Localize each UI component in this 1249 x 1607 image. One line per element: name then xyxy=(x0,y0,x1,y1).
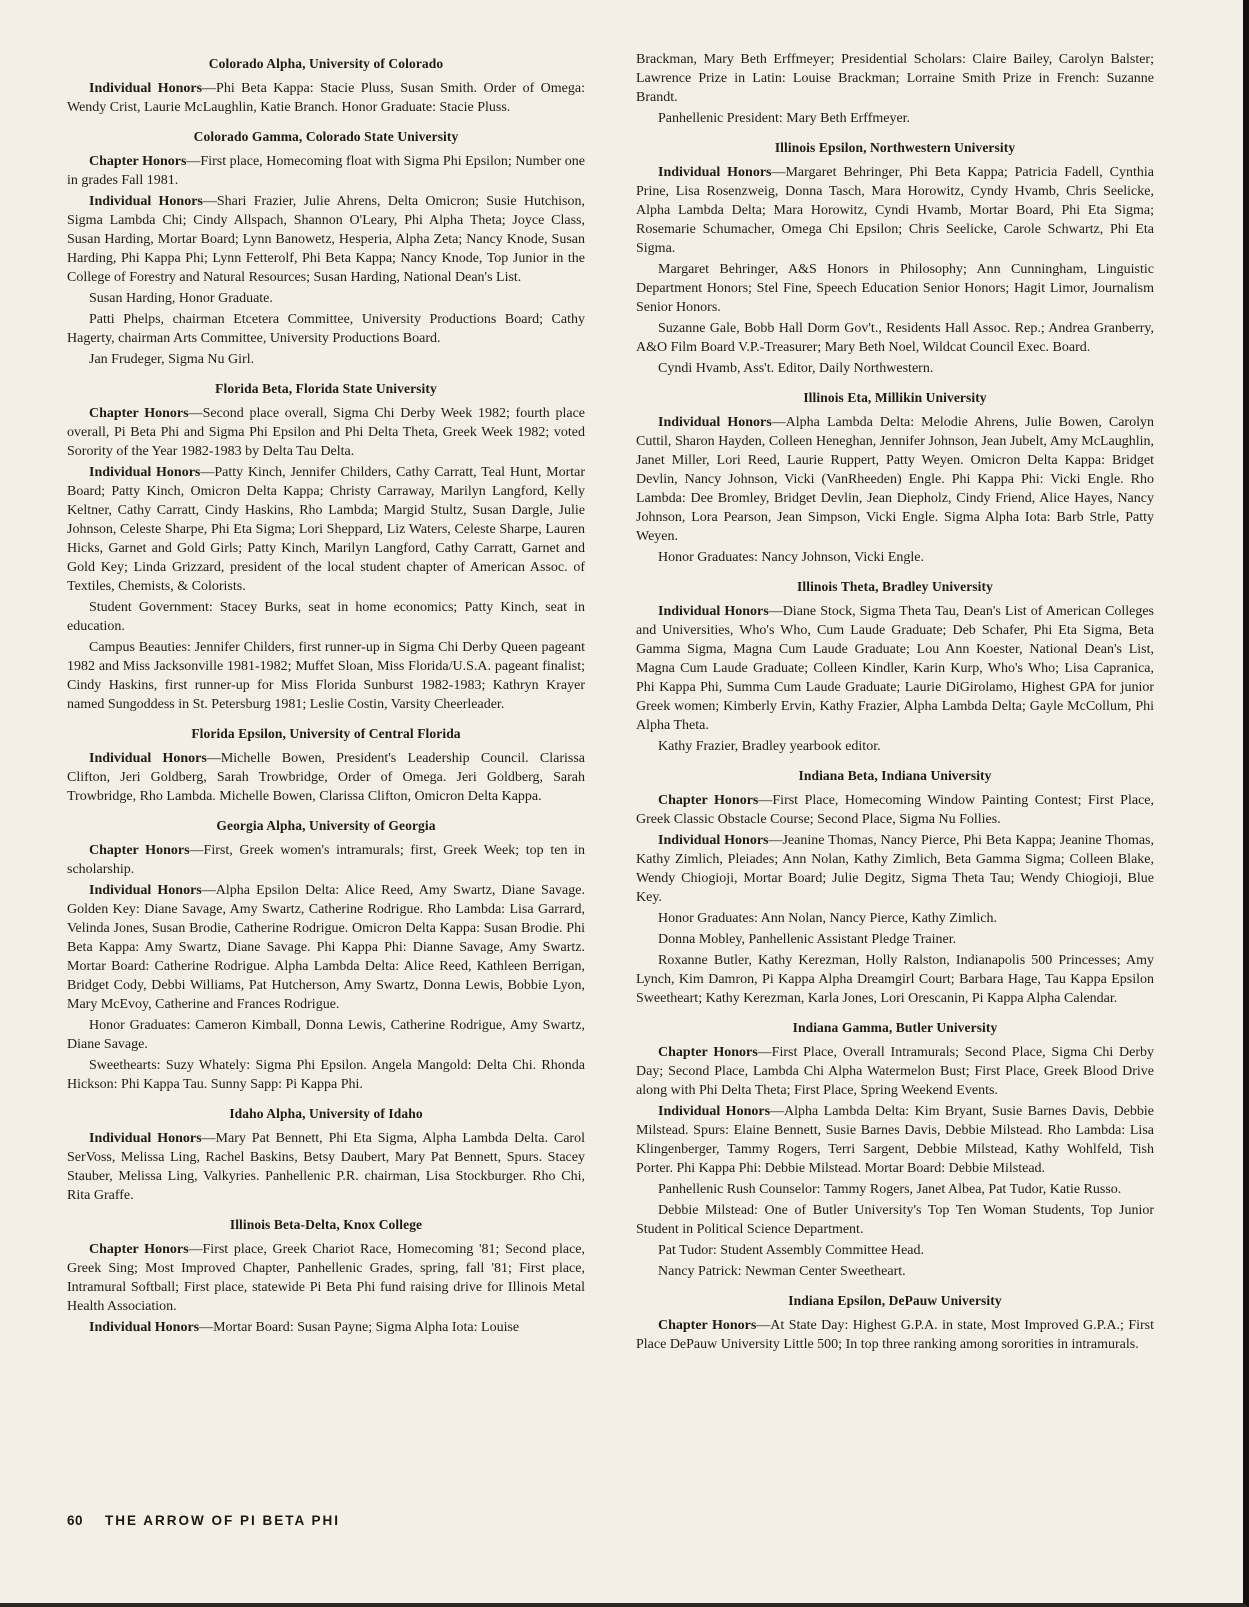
honors-label: Individual Honors xyxy=(658,165,772,180)
chapter-heading: Illinois Eta, Millikin University xyxy=(803,390,987,405)
honors-label: Chapter Honors xyxy=(89,406,189,421)
chapter-heading: Indiana Beta, Indiana University xyxy=(798,768,992,783)
honors-paragraph xyxy=(67,310,585,348)
honors-paragraph xyxy=(636,260,1154,317)
honors-paragraph xyxy=(636,413,1154,546)
chapter-heading: Illinois Epsilon, Northwestern University xyxy=(774,140,1016,155)
chapter-section-idaho-alpha xyxy=(67,1106,585,1205)
chapter-section-colorado-gamma xyxy=(67,129,585,369)
chapter-heading: Indiana Epsilon, DePauw University xyxy=(788,1293,1002,1308)
honors-text: —First place, Homecoming float with Sigma Phi Epsilon; Number one in grades Fall 1981. xyxy=(67,154,585,188)
honors-label: Chapter Honors xyxy=(89,1242,189,1257)
honors-paragraph xyxy=(636,930,1154,949)
honors-paragraph xyxy=(636,1102,1154,1178)
honors-paragraph xyxy=(636,548,1154,567)
honors-paragraph xyxy=(67,192,585,287)
honors-paragraph xyxy=(67,1318,585,1337)
honors-paragraph xyxy=(636,1180,1154,1199)
honors-paragraph xyxy=(67,350,585,369)
honors-text: —First place, Greek Chariot Race, Homecoming '81; Second place, Greek Sing; Most Improved Chapter, Panhellenic Grades, spring, fall '81; First place, Intramural Softball; First place, statewide Pi Beta Phi fund raising drive for Illinois Metal Health Association. xyxy=(67,1242,585,1314)
honors-text: —Second place overall, Sigma Chi Derby Week 1982; fourth place overall, Pi Beta Phi and Sigma Phi Epsilon and Phi Delta Theta, Greek Week 1982; voted Sorority of the Year 1982-1983 by Delta Tau Delta. xyxy=(67,406,586,459)
honors-label: Chapter Honors xyxy=(658,793,759,808)
chapter-heading: Georgia Alpha, University of Georgia xyxy=(216,818,436,833)
honors-text: —Patty Kinch, Jennifer Childers, Cathy Carratt, Teal Hunt, Mortar Board; Patty Kinch, Omicron Delta Kappa; Christy Carraway, Marilyn Langford, Kelly Keltner, Cathy Carratt, Cindy Haskins, Rho Lambda; Margid Stultz, Susan Dargle, Julie Johnson, Celeste Sharpe, Phi Eta Sigma; Lori Sheppard, Liz Waters, Celeste Sharpe, Lauren Hicks, Garnet and Gold Girls; Patty Kinch, Marilyn Langford, Cathy Carratt, Garnet and Gold Key; Linda Grizzard, president of the local student chapter of American Assoc. of Textiles, Chemists, & Colorists. xyxy=(67,465,585,594)
honors-label: Individual Honors xyxy=(658,833,769,848)
publication-title: THE ARROW OF PI BETA PHI xyxy=(105,1513,341,1528)
honors-text: —Alpha Lambda Delta: Kim Bryant, Susie Barnes Davis, Debbie Milstead. Spurs: Elaine Bennett, Susie Barnes Davis, Debbie Milstead. Rho Lambda: Lisa Klingenberger, Tammy Rogers, Terri Sargent, Debbie Milstead, Kathy Wohlfeld, Tish Porter. Phi Kappa Phi: Debbie Milstead. Mortar Board: Debbie Milstead. xyxy=(636,1104,1154,1176)
honors-paragraph xyxy=(636,1201,1154,1239)
honors-text: —Diane Stock, Sigma Theta Tau, Dean's List of American Colleges and Universities, Who's Who, Cum Laude Graduate; Deb Schafer, Phi Eta Sigma, Beta Gamma Sigma, Magna Cum Laude Graduate; Lou Ann Koester, National Dean's List, Magna Cum Laude Graduate; Colleen Kindler, Karin Kurp, Who's Who; Lisa Capranica, Phi Kappa Phi, Summa Cum Laude Graduate; Laurie DiGirolamo, Highest GPA for junior Greek women; Kimberly Ervin, Kathy Frazier, Alpha Lambda Delta; Gayle McCollum, Phi Alpha Theta. xyxy=(636,604,1154,733)
honors-paragraph xyxy=(67,1240,585,1316)
honors-text: Debbie Milstead: One of Butler University's Top Ten Woman Students, Top Junior Student in Political Science Department. xyxy=(636,1203,1154,1237)
honors-paragraph xyxy=(67,404,585,461)
honors-text: Susan Harding, Honor Graduate. xyxy=(89,291,273,306)
honors-text: Kathy Frazier, Bradley yearbook editor. xyxy=(658,739,881,754)
honors-paragraph xyxy=(67,841,585,879)
honors-text: Donna Mobley, Panhellenic Assistant Pledge Trainer. xyxy=(658,932,957,947)
honors-text: Honor Graduates: Nancy Johnson, Vicki Engle. xyxy=(658,550,925,565)
honors-text: —Alpha Epsilon Delta: Alice Reed, Amy Swartz, Diane Savage. Golden Key: Diane Savage, Amy Swartz, Catherine Rodrigue. Rho Lambda: Lisa Garrard, Velinda Jones, Susan Brodie, Catherine Rodrigue. Omicron Delta Kappa: Susan Brodie. Phi Beta Kappa: Amy Swartz, Diane Savage. Phi Kappa Phi: Dianne Savage, Amy Swartz. Mortar Board: Catherine Rodrigue. Alpha Lambda Delta: Alice Reed, Kathleen Berrigan, Bridget Cody, Debbi Williams, Pat Hutcherson, Amy Swartz, Donna Lewis, Bobbie Lyon, Mary McEvoy, Catherine and Frances Rodrigue. xyxy=(67,883,585,1012)
chapter-section-indiana-gamma xyxy=(636,1020,1154,1281)
chapter-section-indiana-epsilon xyxy=(636,1293,1154,1354)
honors-text: Brackman, Mary Beth Erffmeyer; Presidential Scholars: Claire Bailey, Carolyn Balster; Lawrence Prize in Latin: Louise Brackman; Lorraine Smith Prize in French: Suzanne Brandt. xyxy=(636,52,1154,105)
chapter-section-florida-epsilon xyxy=(67,726,585,806)
chapter-heading: Illinois Theta, Bradley University xyxy=(797,579,993,594)
honors-paragraph xyxy=(636,1043,1154,1100)
left-column xyxy=(67,50,585,1343)
honors-text: —Shari Frazier, Julie Ahrens, Delta Omicron; Susie Hutchison, Sigma Lambda Chi; Cindy Allspach, Shannon O'Leary, Phi Alpha Theta; Joyce Class, Susan Harding, Mortar Board; Lynn Banowetz, Hesperia, Alpha Zeta; Nancy Knode, Susan Harding, Phi Kappa Phi; Lynn Fetterolf, Phi Beta Kappa; Nancy Knode, Top Junior in the College of Forestry and Natural Resources; Susan Harding, National Dean's List. xyxy=(67,194,585,285)
chapter-section-illinois-theta xyxy=(636,579,1154,756)
honors-text: Cyndi Hvamb, Ass't. Editor, Daily Northwestern. xyxy=(658,361,934,376)
honors-text: Panhellenic Rush Counselor: Tammy Rogers, Janet Albea, Pat Tudor, Katie Russo. xyxy=(658,1182,1122,1197)
honors-text: Pat Tudor: Student Assembly Committee Head. xyxy=(658,1243,925,1258)
chapter-section-illinois-eta xyxy=(636,390,1154,567)
honors-paragraph xyxy=(67,79,585,117)
honors-paragraph xyxy=(636,163,1154,258)
honors-text: Nancy Patrick: Newman Center Sweetheart. xyxy=(658,1264,906,1279)
chapter-heading: Florida Epsilon, University of Central Florida xyxy=(191,726,461,741)
honors-text: —First Place, Homecoming Window Painting Contest; First Place, Greek Classic Obstacle Course; Second Place, Sigma Nu Follies. xyxy=(636,793,1154,827)
honors-paragraph xyxy=(67,749,585,806)
honors-text: —Margaret Behringer, Phi Beta Kappa; Patricia Fadell, Cynthia Prine, Lisa Rosenzweig, Donna Tasch, Mara Horowitz, Cyndy Hvamb, Chris Seelicke, Alpha Lambda Delta; Mara Horowitz, Cyndi Hvamb, Mortar Board, Phi Eta Sigma; Rosemarie Schumacher, Omega Chi Epsilon; Chris Seelicke, Carole Schwartz, Phi Eta Sigma. xyxy=(636,165,1154,256)
honors-text: Honor Graduates: Cameron Kimball, Donna Lewis, Catherine Rodrigue, Amy Swartz, Diane Savage. xyxy=(67,1018,585,1052)
honors-label: Chapter Honors xyxy=(89,154,187,169)
honors-paragraph xyxy=(636,909,1154,928)
honors-text: Sweethearts: Suzy Whately: Sigma Phi Epsilon. Angela Mangold: Delta Chi. Rhonda Hickson: Phi Kappa Tau. Sunny Sapp: Pi Kappa Phi. xyxy=(67,1058,585,1092)
honors-paragraph xyxy=(636,1262,1154,1281)
honors-label: Individual Honors xyxy=(658,415,772,430)
honors-paragraph xyxy=(636,602,1154,735)
chapter-heading: Florida Beta, Florida State University xyxy=(215,381,437,396)
honors-text: —At State Day: Highest G.P.A. in state, Most Improved G.P.A.; First Place DePauw University Little 500; In top three ranking among sororities in intramurals. xyxy=(636,1318,1154,1352)
chapter-heading: Colorado Alpha, University of Colorado xyxy=(208,56,444,71)
honors-label: Individual Honors xyxy=(89,194,203,209)
honors-paragraph xyxy=(636,319,1154,357)
honors-text: —Alpha Lambda Delta: Melodie Ahrens, Julie Bowen, Carolyn Cuttil, Sharon Hayden, Colleen Heneghan, Jennifer Johnson, Jean Jubelt, Amy McLaughlin, Janet Miller, Lori Reed, Laurie Ruppert, Patty Weyen. Omicron Delta Kappa: Bridget Devlin, Nancy Johnson, Vicki (VanRheeden) Engle. Phi Kappa Phi: Vicki Engle. Rho Lambda: Dee Bromley, Bridget Devlin, Jean Diepholz, Cindy Friend, Alice Hayes, Nancy Johnson, Lora Pearson, Jean Simpson, Vicki Engle. Sigma Alpha Iota: Barb Strle, Patty Weyen. xyxy=(636,415,1154,544)
chapter-section-indiana-beta xyxy=(636,768,1154,1008)
honors-text: Honor Graduates: Ann Nolan, Nancy Pierce, Kathy Zimlich. xyxy=(658,911,998,926)
honors-label: Individual Honors xyxy=(89,465,201,480)
honors-paragraph xyxy=(636,791,1154,829)
honors-text: —Michelle Bowen, President's Leadership Council. Clarissa Clifton, Jeri Goldberg, Sarah Trowbridge, Order of Omega. Jeri Goldberg, Sarah Trowbridge, Rho Lambda. Michelle Bowen, Clarissa Clifton, Omicron Delta Kappa. xyxy=(67,751,585,804)
honors-label: Individual Honors xyxy=(89,81,203,96)
chapter-heading: Idaho Alpha, University of Idaho xyxy=(229,1106,423,1121)
chapter-heading: Indiana Gamma, Butler University xyxy=(792,1020,998,1035)
chapter-section-florida-beta xyxy=(67,381,585,714)
honors-text: Campus Beauties: Jennifer Childers, first runner-up in Sigma Chi Derby Queen pageant 1982 and Miss Jacksonville 1981-1982; Muffet Sloan, Miss Florida/U.S.A. pageant finalist; Cindy Haskins, first runner-up for Miss Florida Sunburst 1982-1983; Kathryn Krayer named Sungoddess in St. Petersburg 1981; Leslie Costin, Varsity Cheerleader. xyxy=(67,640,585,712)
honors-text: Jan Frudeger, Sigma Nu Girl. xyxy=(89,352,255,367)
honors-label: Individual Honors xyxy=(658,1104,771,1119)
honors-paragraph xyxy=(67,638,585,714)
honors-paragraph xyxy=(636,109,1154,128)
chapter-section-georgia-alpha xyxy=(67,818,585,1094)
honors-paragraph xyxy=(67,1129,585,1205)
honors-text: —Mortar Board: Susan Payne; Sigma Alpha Iota: Louise xyxy=(199,1320,520,1335)
honors-text: —Phi Beta Kappa: Stacie Pluss, Susan Smith. Order of Omega: Wendy Crist, Laurie McLaughlin, Katie Branch. Honor Graduate: Stacie Pluss. xyxy=(67,81,585,115)
honors-text: —Mary Pat Bennett, Phi Eta Sigma, Alpha Lambda Delta. Carol SerVoss, Melissa Ling, Rachel Baskins, Betsy Daubert, Mary Pat Bennett, Spurs. Stacey Stauber, Melissa Ling, Valkyries. Panhellenic P.R. chairman, Lisa Stockburger. Rho Chi, Rita Graffe. xyxy=(67,1131,585,1203)
honors-text: Margaret Behringer, A&S Honors in Philosophy; Ann Cunningham, Linguistic Department Honors; Stel Fine, Speech Education Senior Honors; Hagit Limor, Journalism Senior Honors. xyxy=(636,262,1154,315)
honors-paragraph xyxy=(636,50,1154,107)
honors-paragraph xyxy=(67,881,585,1014)
honors-text: Suzanne Gale, Bobb Hall Dorm Gov't., Residents Hall Assoc. Rep.; Andrea Granberry, A&O Film Board V.P.-Treasurer; Mary Beth Noel, Wildcat Council Exec. Board. xyxy=(636,321,1154,355)
honors-label: Individual Honors xyxy=(89,883,202,898)
chapter-heading: Illinois Beta-Delta, Knox College xyxy=(229,1217,423,1232)
honors-text: Student Government: Stacey Burks, seat in home economics; Patty Kinch, seat in education. xyxy=(67,600,585,634)
page-footer xyxy=(67,1513,340,1528)
honors-paragraph xyxy=(67,152,585,190)
honors-text: Roxanne Butler, Kathy Kerezman, Holly Ralston, Indianapolis 500 Princesses; Amy Lynch, Kim Damron, Pi Kappa Alpha Dreamgirl Court; Barbara Hage, Tau Kappa Epsilon Sweetheart; Kathy Kerezman, Karla Jones, Lori Orescanin, Pi Kappa Alpha Calendar. xyxy=(636,953,1154,1006)
chapter-heading: Colorado Gamma, Colorado State University xyxy=(193,129,459,144)
honors-label: Chapter Honors xyxy=(89,843,190,858)
honors-text: —Jeanine Thomas, Nancy Pierce, Phi Beta Kappa; Jeanine Thomas, Kathy Zimlich, Pleiades; Ann Nolan, Kathy Zimlich, Beta Gamma Sigma; Colleen Blake, Wendy Chiogioji, Mortar Board; Julie Degitz, Sigma Theta Tau; Wendy Chiogioji, Blue Key. xyxy=(636,833,1154,905)
honors-text: Patti Phelps, chairman Etcetera Committee, University Productions Board; Cathy Hagerty, chairman Arts Committee, University Productions Board. xyxy=(67,312,585,346)
honors-paragraph xyxy=(636,1316,1154,1354)
honors-paragraph xyxy=(67,1056,585,1094)
honors-label: Individual Honors xyxy=(89,751,207,766)
honors-paragraph xyxy=(67,598,585,636)
chapter-section-colorado-alpha xyxy=(67,56,585,117)
honors-paragraph xyxy=(636,951,1154,1008)
honors-label: Individual Honors xyxy=(89,1320,200,1335)
chapter-section-continued xyxy=(636,50,1154,128)
chapter-section-illinois-beta-delta xyxy=(67,1217,585,1337)
honors-label: Individual Honors xyxy=(658,604,769,619)
honors-paragraph xyxy=(636,831,1154,907)
honors-label: Chapter Honors xyxy=(658,1045,758,1060)
honors-paragraph xyxy=(67,289,585,308)
chapter-section-illinois-epsilon xyxy=(636,140,1154,378)
honors-text: —First Place, Overall Intramurals; Second Place, Sigma Chi Derby Day; Second Place, Lambda Chi Alpha Watermelon Bust; First Place, Greek Blood Drive along with Phi Delta Theta; First Place, Spring Weekend Events. xyxy=(636,1045,1155,1098)
honors-label: Individual Honors xyxy=(89,1131,202,1146)
right-column xyxy=(636,50,1154,1360)
honors-paragraph xyxy=(67,1016,585,1054)
honors-label: Chapter Honors xyxy=(658,1318,757,1333)
page-number: 60 xyxy=(67,1513,84,1528)
honors-paragraph xyxy=(636,359,1154,378)
honors-text: Panhellenic President: Mary Beth Erffmeyer. xyxy=(658,111,911,126)
honors-paragraph xyxy=(636,737,1154,756)
honors-paragraph xyxy=(67,463,585,596)
honors-paragraph xyxy=(636,1241,1154,1260)
honors-text: —First, Greek women's intramurals; first, Greek Week; top ten in scholarship. xyxy=(67,843,585,877)
